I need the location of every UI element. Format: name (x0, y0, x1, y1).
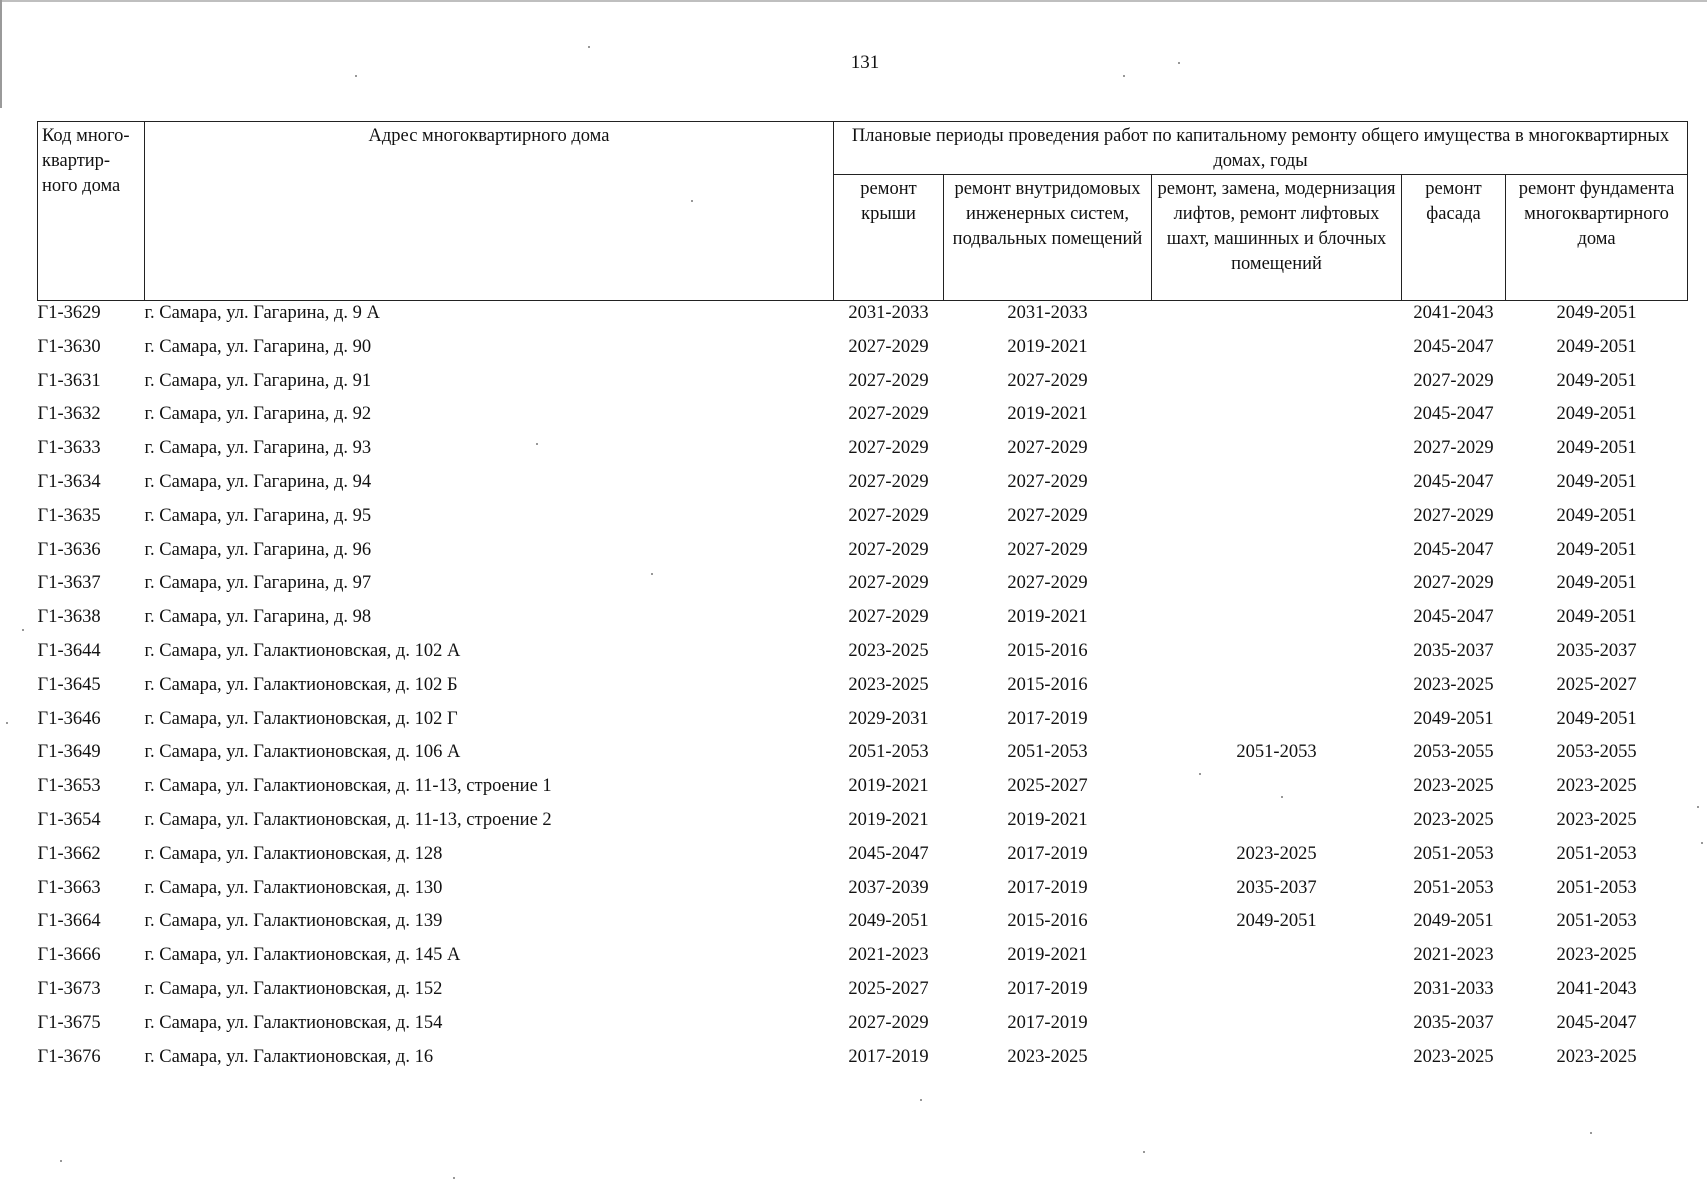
scan-top-edge (0, 0, 1707, 2)
table-row (38, 977, 1688, 1011)
cell-engineering: 2027-2029 (1007, 573, 1088, 594)
cell-elevators (1152, 301, 1402, 335)
cell-elevators: 2023-2025 (1236, 843, 1317, 864)
cell-elevators (1152, 707, 1402, 741)
cell-roof: 2037-2039 (848, 877, 929, 898)
cell-address: г. Самара, ул. Галактионовская, д. 16 (144, 1046, 434, 1067)
cell-facade: 2027-2029 (1413, 370, 1494, 391)
cell-engineering: 2019-2021 (1007, 404, 1088, 425)
cell-address: г. Самара, ул. Галактионовская, д. 152 (144, 978, 443, 999)
cell-foundation: 2049-2051 (1556, 404, 1637, 425)
header-roof: ремонт крыши (834, 175, 944, 301)
cell-facade: 2027-2029 (1413, 573, 1494, 594)
cell-roof: 2049-2051 (848, 911, 929, 932)
cell-roof: 2027-2029 (848, 438, 929, 459)
cell-address: г. Самара, ул. Галактионовская, д. 154 (144, 1012, 443, 1033)
cell-roof: 2021-2023 (848, 945, 929, 966)
header-elevators: ремонт, замена, модернизация лифтов, ремонт лифтовых шахт, машинных и блочных помещений (1152, 175, 1402, 301)
cell-code: Г1-3636 (37, 539, 101, 560)
cell-roof: 2027-2029 (848, 370, 929, 391)
table-body (38, 301, 1688, 1079)
table-row (38, 909, 1688, 943)
cell-elevators (1152, 808, 1402, 842)
cell-facade: 2035-2037 (1413, 1012, 1494, 1033)
cell-roof: 2023-2025 (848, 640, 929, 661)
cell-elevators: 2051-2053 (1236, 742, 1317, 763)
cell-engineering: 2017-2019 (1007, 843, 1088, 864)
cell-engineering: 2015-2016 (1007, 674, 1088, 695)
cell-roof: 2025-2027 (848, 978, 929, 999)
cell-elevators (1152, 1011, 1402, 1045)
table-row (38, 301, 1688, 335)
cell-foundation: 2023-2025 (1556, 1046, 1637, 1067)
cell-engineering: 2017-2019 (1007, 877, 1088, 898)
cell-foundation: 2049-2051 (1556, 573, 1637, 594)
cell-code: Г1-3630 (37, 336, 101, 357)
table-row (38, 707, 1688, 741)
cell-elevators (1152, 504, 1402, 538)
cell-address: г. Самара, ул. Галактионовская, д. 102 А (144, 640, 461, 661)
cell-facade: 2021-2023 (1413, 945, 1494, 966)
cell-facade: 2023-2025 (1413, 809, 1494, 830)
cell-foundation: 2023-2025 (1556, 776, 1637, 797)
cell-roof: 2027-2029 (848, 573, 929, 594)
cell-address: г. Самара, ул. Галактионовская, д. 102 Б (144, 674, 458, 695)
cell-code: Г1-3646 (37, 708, 101, 729)
cell-roof: 2019-2021 (848, 809, 929, 830)
cell-facade: 2049-2051 (1413, 911, 1494, 932)
cell-engineering: 2017-2019 (1007, 1012, 1088, 1033)
cell-facade: 2023-2025 (1413, 674, 1494, 695)
header-periods-group: Плановые периоды проведения работ по капитальному ремонту общего имущества в многоквартирных домах, годы (834, 122, 1688, 175)
cell-facade: 2027-2029 (1413, 505, 1494, 526)
cell-code: Г1-3629 (37, 303, 101, 323)
cell-address: г. Самара, ул. Гагарина, д. 97 (144, 573, 372, 594)
cell-foundation: 2049-2051 (1556, 336, 1637, 357)
cell-engineering: 2051-2053 (1007, 742, 1088, 763)
cell-engineering: 2027-2029 (1007, 370, 1088, 391)
cell-address: г. Самара, ул. Гагарина, д. 92 (144, 404, 372, 425)
cell-engineering: 2019-2021 (1007, 607, 1088, 628)
cell-foundation: 2049-2051 (1556, 303, 1637, 323)
cell-foundation: 2051-2053 (1556, 843, 1637, 864)
cell-address: г. Самара, ул. Гагарина, д. 95 (144, 505, 372, 526)
cell-facade: 2031-2033 (1413, 978, 1494, 999)
cell-foundation: 2049-2051 (1556, 370, 1637, 391)
table-row (38, 369, 1688, 403)
cell-roof: 2029-2031 (848, 708, 929, 729)
cell-engineering: 2017-2019 (1007, 978, 1088, 999)
cell-foundation: 2049-2051 (1556, 539, 1637, 560)
cell-code: Г1-3662 (37, 843, 101, 864)
table-row (38, 605, 1688, 639)
cell-address: г. Самара, ул. Гагарина, д. 90 (144, 336, 372, 357)
header-facade: ремонт фасада (1402, 175, 1506, 301)
cell-code: Г1-3676 (37, 1046, 101, 1067)
table-row (38, 774, 1688, 808)
cell-code: Г1-3633 (37, 438, 101, 459)
cell-roof: 2027-2029 (848, 505, 929, 526)
cell-engineering: 2027-2029 (1007, 438, 1088, 459)
header-code: Код много-квартир-ного дома (38, 122, 145, 301)
cell-facade: 2051-2053 (1413, 843, 1494, 864)
cell-foundation: 2023-2025 (1556, 809, 1637, 830)
table-row (38, 470, 1688, 504)
table-row (38, 808, 1688, 842)
cell-address: г. Самара, ул. Галактионовская, д. 11-13, строение 1 (144, 776, 552, 797)
table-row (38, 335, 1688, 369)
cell-code: Г1-3632 (37, 404, 101, 425)
cell-foundation: 2049-2051 (1556, 708, 1637, 729)
cell-code: Г1-3644 (37, 640, 101, 661)
cell-elevators: 2035-2037 (1236, 877, 1317, 898)
cell-roof: 2027-2029 (848, 1012, 929, 1033)
cell-foundation: 2049-2051 (1556, 471, 1637, 492)
cell-elevators (1152, 639, 1402, 673)
cell-elevators (1152, 605, 1402, 639)
cell-roof: 2019-2021 (848, 776, 929, 797)
table-row (38, 1045, 1688, 1079)
cell-elevators (1152, 538, 1402, 572)
cell-elevators: 2049-2051 (1236, 911, 1317, 932)
cell-facade: 2027-2029 (1413, 438, 1494, 459)
cell-code: Г1-3675 (37, 1012, 101, 1033)
cell-facade: 2035-2037 (1413, 640, 1494, 661)
cell-foundation: 2023-2025 (1556, 945, 1637, 966)
table-row (38, 740, 1688, 774)
cell-address: г. Самара, ул. Галактионовская, д. 11-13, строение 2 (144, 809, 552, 830)
cell-code: Г1-3664 (37, 911, 101, 932)
cell-facade: 2045-2047 (1413, 607, 1494, 628)
cell-engineering: 2019-2021 (1007, 336, 1088, 357)
table-row (38, 436, 1688, 470)
cell-roof: 2045-2047 (848, 843, 929, 864)
cell-elevators (1152, 1045, 1402, 1079)
cell-code: Г1-3637 (37, 573, 101, 594)
cell-elevators (1152, 436, 1402, 470)
header-engineering: ремонт внутридомовых инженерных систем, подвальных помещений (944, 175, 1152, 301)
cell-elevators (1152, 402, 1402, 436)
cell-roof: 2051-2053 (848, 742, 929, 763)
scan-left-edge (0, 0, 2, 108)
cell-elevators (1152, 369, 1402, 403)
cell-roof: 2031-2033 (848, 303, 929, 323)
table-row (38, 943, 1688, 977)
page-number: 131 (850, 52, 880, 73)
table-row (38, 876, 1688, 910)
cell-facade: 2045-2047 (1413, 404, 1494, 425)
table-row (38, 538, 1688, 572)
cell-engineering: 2027-2029 (1007, 539, 1088, 560)
cell-foundation: 2041-2043 (1556, 978, 1637, 999)
cell-engineering: 2017-2019 (1007, 708, 1088, 729)
cell-facade: 2051-2053 (1413, 877, 1494, 898)
table-row (38, 402, 1688, 436)
cell-code: Г1-3663 (37, 877, 101, 898)
cell-address: г. Самара, ул. Гагарина, д. 9 А (144, 303, 380, 323)
cell-engineering: 2015-2016 (1007, 640, 1088, 661)
cell-engineering: 2027-2029 (1007, 505, 1088, 526)
cell-facade: 2053-2055 (1413, 742, 1494, 763)
cell-address: г. Самара, ул. Галактионовская, д. 139 (144, 911, 443, 932)
table-row (38, 571, 1688, 605)
cell-foundation: 2049-2051 (1556, 505, 1637, 526)
cell-address: г. Самара, ул. Галактионовская, д. 128 (144, 843, 443, 864)
cell-roof: 2027-2029 (848, 336, 929, 357)
cell-elevators (1152, 977, 1402, 1011)
cell-foundation: 2025-2027 (1556, 674, 1637, 695)
cell-address: г. Самара, ул. Гагарина, д. 98 (144, 607, 372, 628)
cell-elevators (1152, 335, 1402, 369)
cell-code: Г1-3635 (37, 505, 101, 526)
cell-foundation: 2053-2055 (1556, 742, 1637, 763)
cell-code: Г1-3631 (37, 370, 101, 391)
cell-engineering: 2019-2021 (1007, 945, 1088, 966)
cell-code: Г1-3634 (37, 471, 101, 492)
cell-facade: 2045-2047 (1413, 539, 1494, 560)
cell-engineering: 2023-2025 (1007, 1046, 1088, 1067)
cell-address: г. Самара, ул. Галактионовская, д. 130 (144, 877, 443, 898)
cell-roof: 2027-2029 (848, 539, 929, 560)
cell-foundation: 2051-2053 (1556, 877, 1637, 898)
cell-address: г. Самара, ул. Галактионовская, д. 145 А (144, 945, 461, 966)
cell-foundation: 2051-2053 (1556, 911, 1637, 932)
table-row (38, 673, 1688, 707)
cell-roof: 2027-2029 (848, 404, 929, 425)
table-row (38, 639, 1688, 673)
cell-facade: 2023-2025 (1413, 776, 1494, 797)
cell-code: Г1-3673 (37, 978, 101, 999)
cell-address: г. Самара, ул. Галактионовская, д. 102 Г (144, 708, 458, 729)
table-row (38, 1011, 1688, 1045)
cell-foundation: 2045-2047 (1556, 1012, 1637, 1033)
cell-facade: 2045-2047 (1413, 471, 1494, 492)
cell-roof: 2027-2029 (848, 607, 929, 628)
cell-code: Г1-3638 (37, 607, 101, 628)
cell-engineering: 2025-2027 (1007, 776, 1088, 797)
cell-roof: 2027-2029 (848, 471, 929, 492)
cell-address: г. Самара, ул. Гагарина, д. 91 (144, 370, 372, 391)
cell-address: г. Самара, ул. Гагарина, д. 93 (144, 438, 372, 459)
cell-foundation: 2049-2051 (1556, 438, 1637, 459)
cell-engineering: 2015-2016 (1007, 911, 1088, 932)
cell-facade: 2049-2051 (1413, 708, 1494, 729)
cell-code: Г1-3666 (37, 945, 101, 966)
cell-code: Г1-3649 (37, 742, 101, 763)
cell-engineering: 2027-2029 (1007, 471, 1088, 492)
cell-elevators (1152, 774, 1402, 808)
table-row (38, 842, 1688, 876)
cell-code: Г1-3654 (37, 809, 101, 830)
cell-facade: 2041-2043 (1413, 303, 1494, 323)
header-address: Адрес многоквартирного дома (145, 122, 834, 301)
cell-facade: 2045-2047 (1413, 336, 1494, 357)
cell-foundation: 2049-2051 (1556, 607, 1637, 628)
cell-facade: 2023-2025 (1413, 1046, 1494, 1067)
cell-engineering: 2019-2021 (1007, 809, 1088, 830)
cell-code: Г1-3653 (37, 776, 101, 797)
capital-repair-schedule-table (37, 121, 1688, 1078)
cell-elevators (1152, 943, 1402, 977)
cell-roof: 2017-2019 (848, 1046, 929, 1067)
header-foundation: ремонт фундамента многоквартирного дома (1506, 175, 1688, 301)
cell-elevators (1152, 571, 1402, 605)
cell-foundation: 2035-2037 (1556, 640, 1637, 661)
cell-elevators (1152, 673, 1402, 707)
cell-roof: 2023-2025 (848, 674, 929, 695)
cell-elevators (1152, 470, 1402, 504)
table-row (38, 504, 1688, 538)
cell-engineering: 2031-2033 (1007, 303, 1088, 323)
cell-address: г. Самара, ул. Гагарина, д. 94 (144, 471, 372, 492)
table-header-row-1 (38, 122, 1688, 175)
cell-address: г. Самара, ул. Гагарина, д. 96 (144, 539, 372, 560)
cell-address: г. Самара, ул. Галактионовская, д. 106 А (144, 742, 461, 763)
cell-code: Г1-3645 (37, 674, 101, 695)
